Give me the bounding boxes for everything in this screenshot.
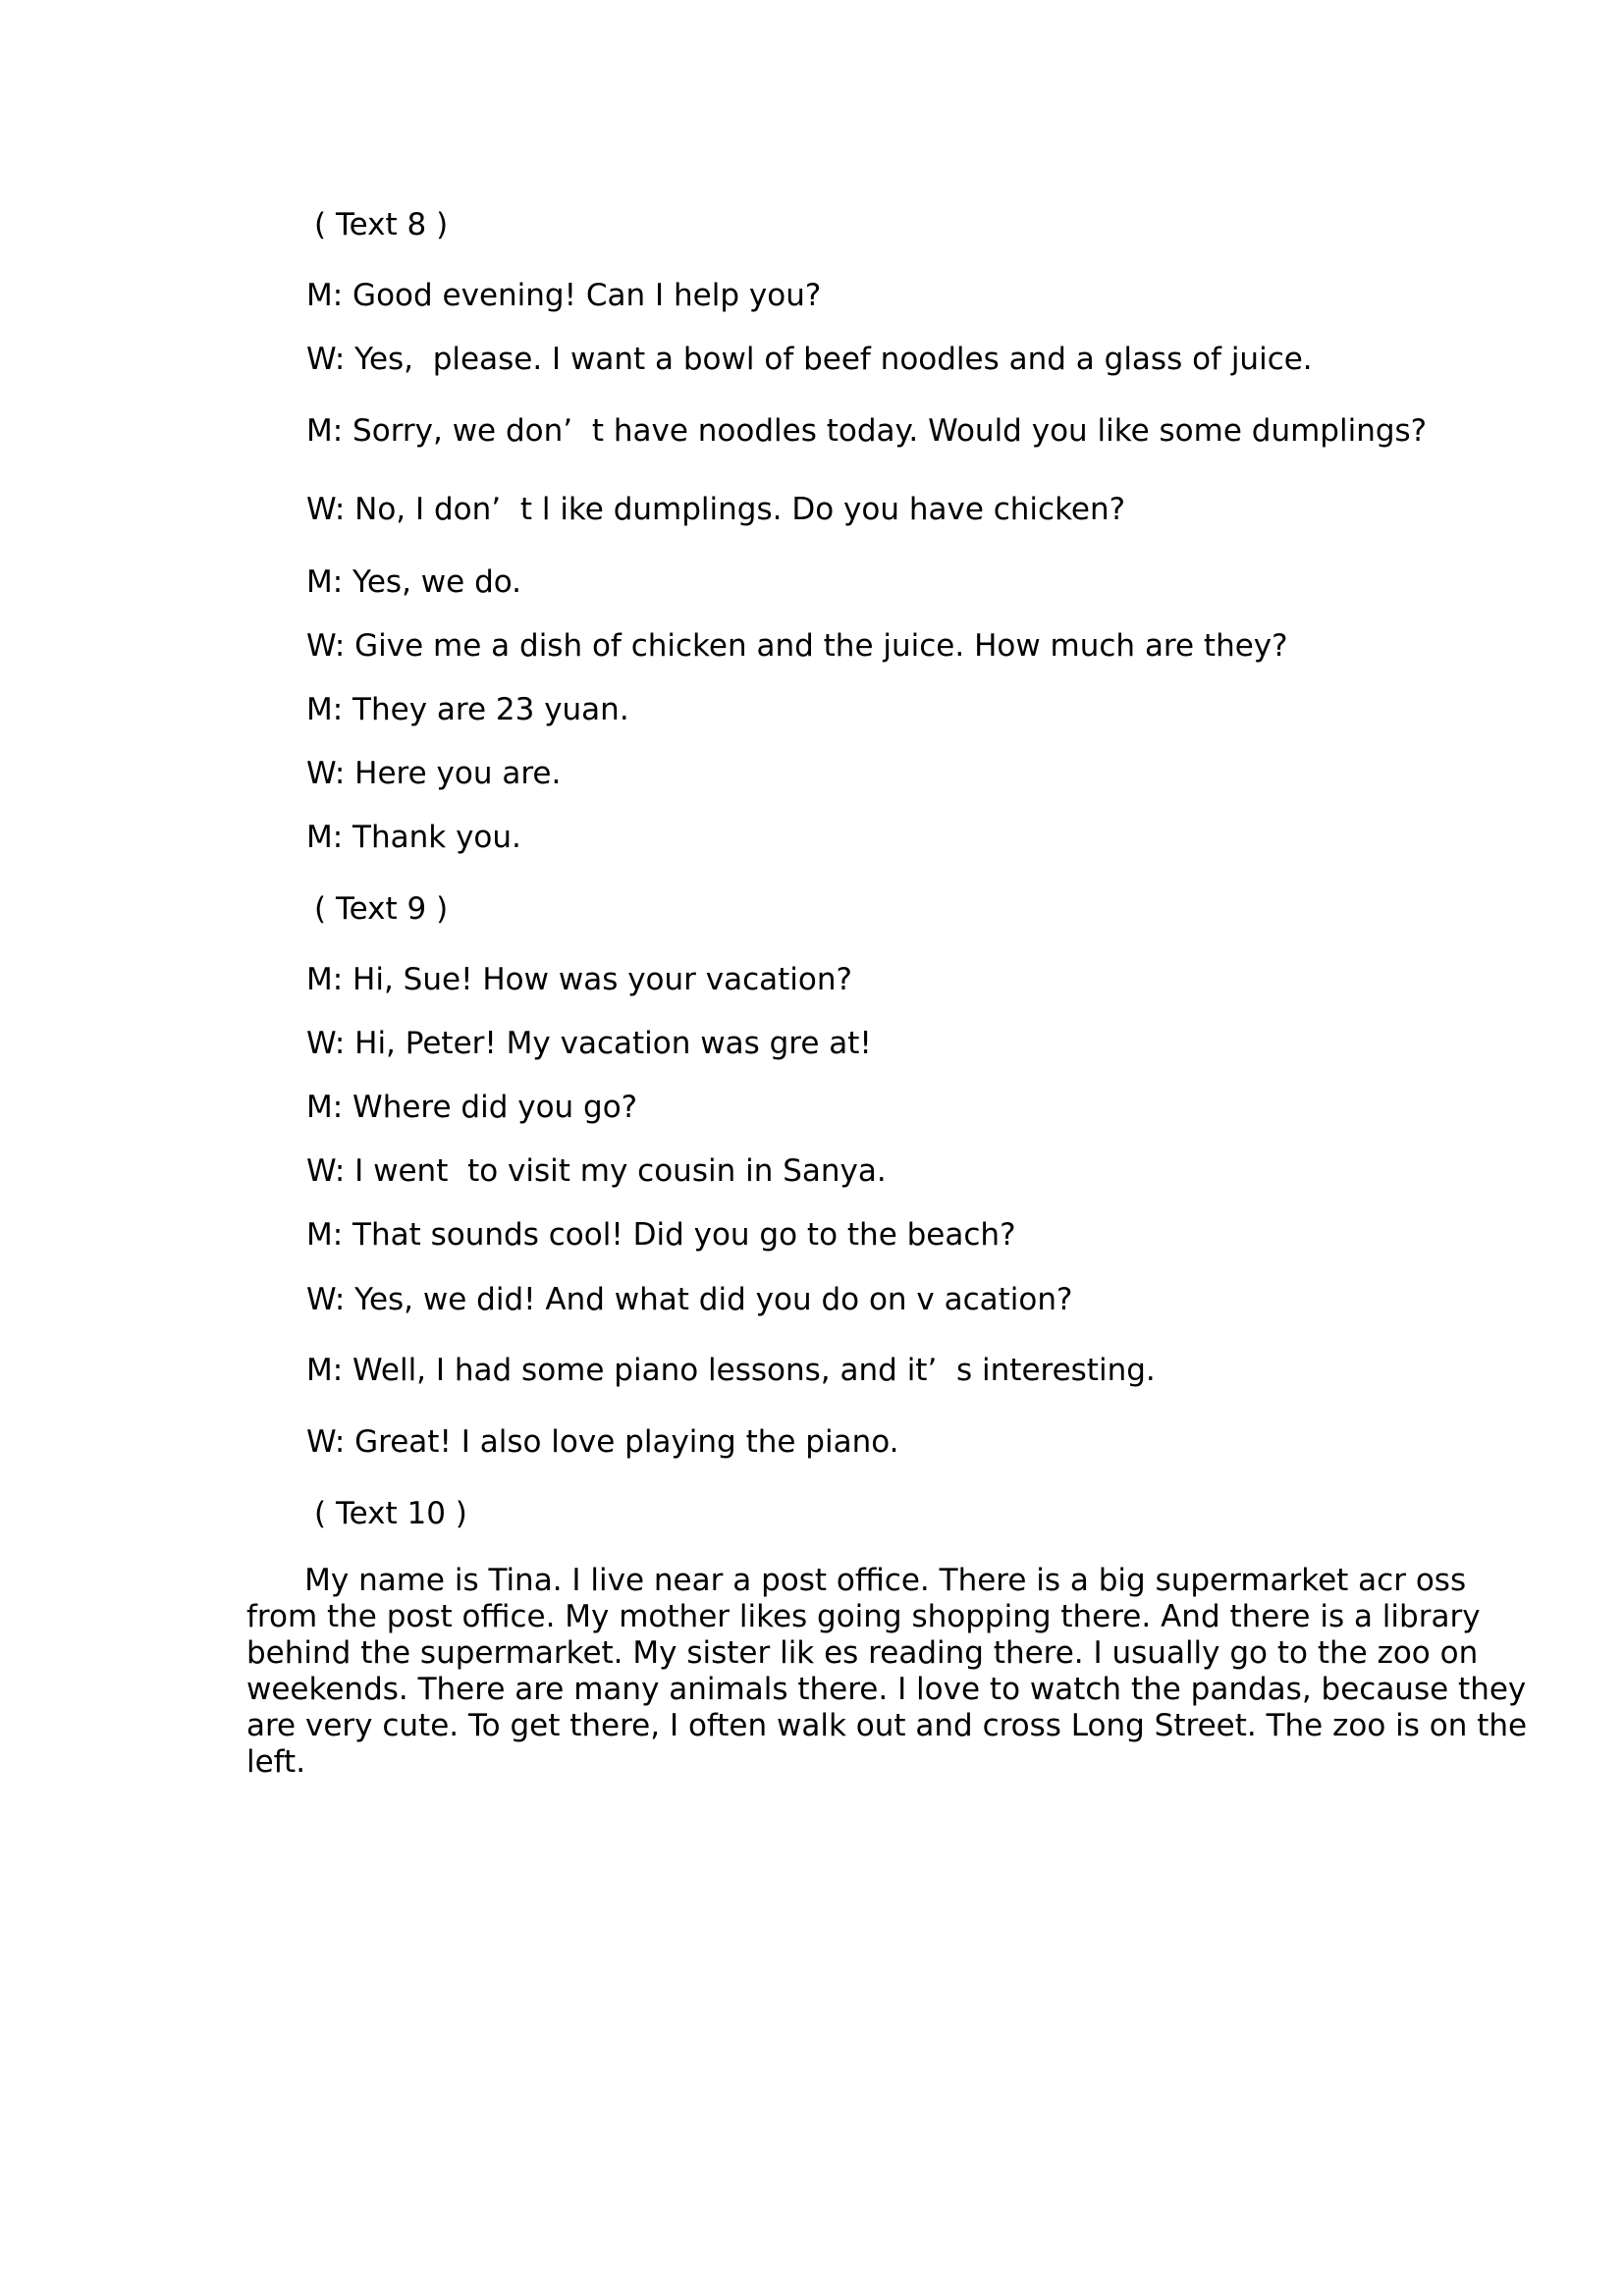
dialogue-line: W: I went to visit my cousin in Sanya. (306, 1153, 887, 1189)
section-heading-text-8: ( Text 8 ) (314, 207, 449, 242)
dialogue-line: W: No, I don’ t l ike dumplings. Do you have chicken? (306, 492, 1126, 527)
paragraph-line: behind the supermarket. My sister lik es reading there. I usually go to the zoo on (246, 1635, 1479, 1671)
dialogue-line: M: They are 23 yuan. (306, 692, 629, 727)
dialogue-line: M: Hi, Sue! How was your vacation? (306, 962, 852, 997)
section-heading-text-10: ( Text 10 ) (314, 1496, 467, 1531)
paragraph-line: from the post office. My mother likes going shopping there. And there is a library (246, 1599, 1481, 1634)
dialogue-line: W: Yes, we did! And what did you do on v acation? (306, 1282, 1073, 1317)
section-heading-text-9: ( Text 9 ) (314, 891, 449, 927)
dialogue-line: W: Yes, please. I want a bowl of beef noodles and a glass of juice. (306, 342, 1313, 377)
narrative-paragraph (246, 1563, 1528, 1781)
paragraph-line: My name is Tina. I live near a post office. There is a big supermarket acr oss (246, 1563, 1467, 1598)
dialogue-line: M: That sounds cool! Did you go to the beach? (306, 1217, 1016, 1253)
dialogue-line: W: Here you are. (306, 756, 562, 791)
dialogue-line: M: Where did you go? (306, 1090, 638, 1125)
dialogue-line: M: Thank you. (306, 820, 521, 855)
dialogue-line: M: Well, I had some piano lessons, and it’ s interesting. (306, 1353, 1156, 1388)
dialogue-line: M: Yes, we do. (306, 564, 522, 600)
paragraph-line: are very cute. To get there, I often walk out and cross Long Street. The zoo is on the (246, 1708, 1528, 1743)
dialogue-line: M: Good evening! Can I help you? (306, 278, 822, 313)
dialogue-line: W: Great! I also love playing the piano. (306, 1424, 899, 1460)
paragraph-line: left. (246, 1744, 306, 1780)
dialogue-line: M: Sorry, we don’ t have noodles today. Would you like some dumplings? (306, 413, 1428, 449)
dialogue-line: W: Give me a dish of chicken and the juice. How much are they? (306, 628, 1288, 664)
paragraph-line: weekends. There are many animals there. I love to watch the pandas, because they (246, 1672, 1527, 1707)
dialogue-line: W: Hi, Peter! My vacation was gre at! (306, 1026, 872, 1061)
